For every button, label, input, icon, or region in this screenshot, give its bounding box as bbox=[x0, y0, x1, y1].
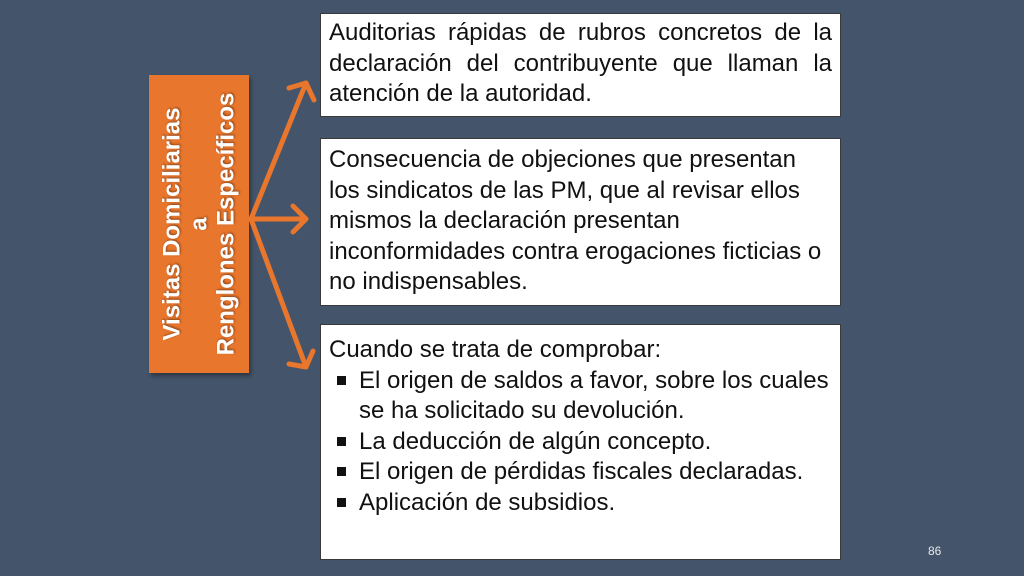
square-bullet-icon bbox=[337, 376, 346, 385]
list-item bbox=[329, 427, 832, 458]
union-objections-text: Consecuencia de objeciones que presentan los sindicatos de las PM, que al revisar ellos mismos la declaración presentan inconformidades contra erogaciones ficticias o no indispensables. bbox=[329, 146, 822, 295]
list-item-text: El origen de pérdidas fiscales declaradas. bbox=[359, 458, 804, 485]
description-box-verification bbox=[320, 324, 841, 560]
description-box-union-objections bbox=[320, 138, 841, 306]
square-bullet-icon bbox=[337, 498, 346, 507]
arrow-to-box3 bbox=[251, 219, 306, 367]
category-label-line3: Renglones Específicos bbox=[212, 92, 240, 356]
verification-intro: Cuando se trata de comprobar: bbox=[329, 336, 662, 363]
list-item-text: Aplicación de subsidios. bbox=[359, 488, 616, 516]
arrow-to-box1 bbox=[251, 83, 306, 219]
verification-list bbox=[329, 366, 832, 519]
list-item-text: El origen de saldos a favor, sobre los cuales se ha solicitado su devolución. bbox=[359, 366, 829, 424]
quick-audits-text: Auditorias rápidas de rubros concretos de la declaración del contribuyente que llaman la atención de la autoridad. bbox=[329, 19, 832, 107]
page-number: 86 bbox=[928, 544, 942, 558]
list-item bbox=[329, 457, 832, 488]
list-item-text: La deducción de algún concepto. bbox=[359, 427, 712, 455]
category-label-line2: a bbox=[185, 217, 213, 231]
square-bullet-icon bbox=[337, 467, 346, 476]
square-bullet-icon bbox=[337, 437, 346, 446]
list-item bbox=[329, 488, 832, 519]
description-box-quick-audits bbox=[320, 13, 841, 117]
list-item bbox=[329, 366, 832, 427]
category-label-line1: Visitas Domiciliarias bbox=[158, 107, 186, 341]
